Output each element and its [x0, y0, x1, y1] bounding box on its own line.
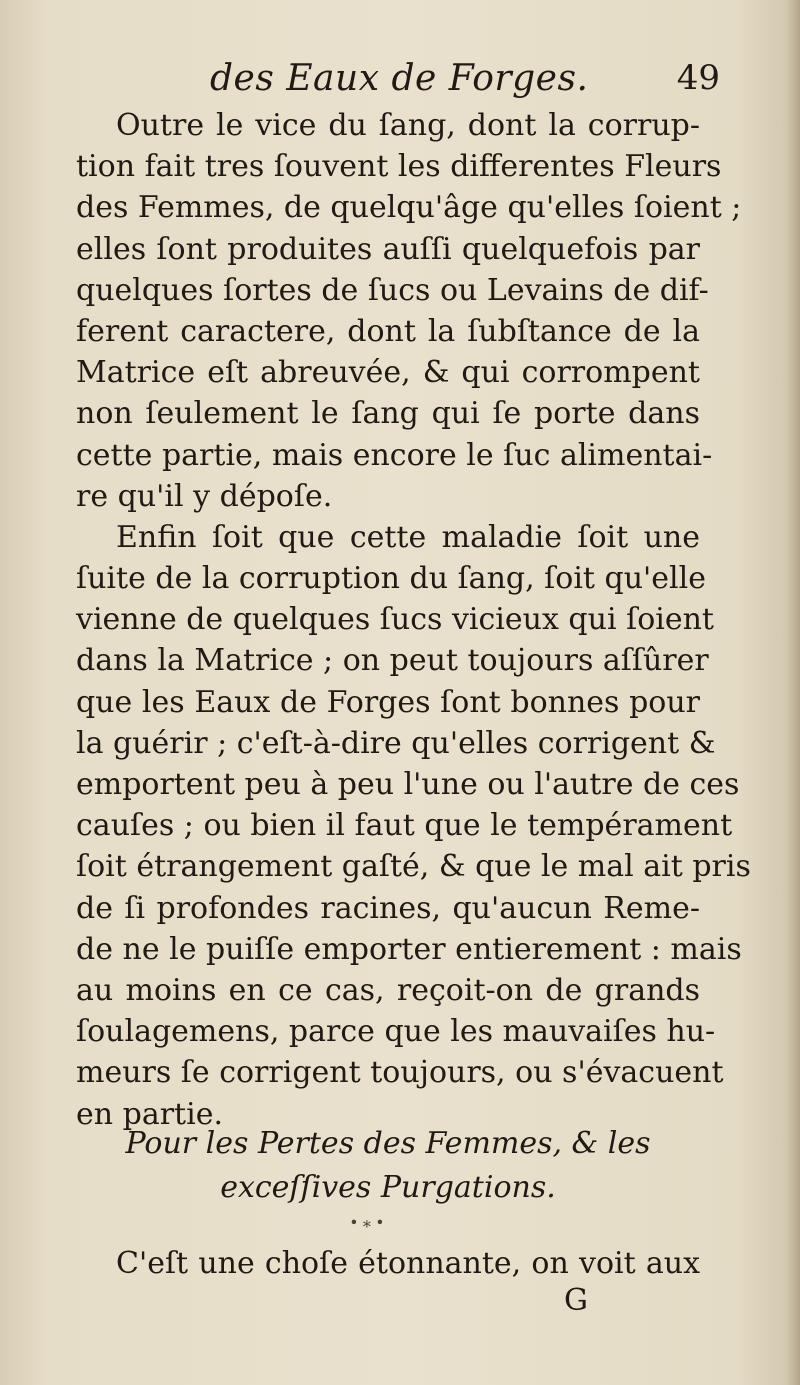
text-line: quelques ſortes de ſucs ou Levains de dif- — [76, 272, 709, 308]
running-head: des Eaux de Forges. — [210, 58, 589, 99]
section-heading — [76, 1122, 700, 1210]
text-line: cette partie, mais encore le ſuc alimentai- — [76, 437, 713, 473]
text-line: vienne de quelques ſucs vicieux qui ſoient — [76, 602, 714, 638]
text-line: re qu'il y dépoſe. — [76, 478, 333, 514]
text-line: emportent peu à peu l'une ou l'autre de ces — [76, 767, 740, 802]
text-line: cauſes ; ou bien il faut que le tempérament — [76, 808, 733, 844]
text-line: tion fait tres ſouvent les differentes Fleurs — [76, 149, 722, 185]
paragraph-2 — [76, 517, 751, 1135]
text-line: elles ſont produites auſſi quelquefois par — [76, 231, 700, 267]
text-line: en partie. — [76, 1096, 223, 1132]
text-line: des Femmes, de quelqu'âge qu'elles ſoient ; — [76, 190, 742, 226]
text-line: dans la Matrice ; on peut toujours aſſûrer — [76, 643, 709, 679]
text-line: que les Eaux de Forges ſont bonnes pour — [76, 684, 700, 720]
text-line: ſoulagemens, parce que les mauvaiſes hu- — [76, 1014, 716, 1050]
text-line: Matrice eſt abreuvée, & qui corrompent — [76, 355, 700, 391]
section-heading-line: Pour les Pertes des Femmes, & les — [125, 1126, 651, 1161]
text-line: ſoit étrangement gaſté, & que le mal ait pris — [76, 849, 751, 885]
text-line: de ſi profondes racines, qu'aucun Reme- — [76, 890, 700, 926]
closing-line: C'eſt une choſe étonnante, on voit aux — [116, 1246, 700, 1281]
text-line: non ſeulement le ſang qui ſe porte dans — [76, 396, 700, 432]
page-number: 49 — [676, 58, 720, 98]
text-line: meurs ſe corrigent toujours, ou s'évacuent — [76, 1055, 724, 1091]
page-edge-shadow — [786, 0, 800, 1385]
text-line: la guérir ; c'eſt-à-dire qu'elles corrigent & — [76, 725, 716, 761]
signature-mark: G — [564, 1283, 588, 1318]
paragraph-1 — [76, 105, 742, 517]
text-line: Enfin ſoit que cette maladie ſoit une — [116, 519, 700, 555]
text-line: au moins en ce cas, reçoit-on de grands — [76, 972, 700, 1008]
body-text — [76, 105, 751, 1135]
printer-ornament-icon: ∙ ⁎ ∙ — [350, 1212, 384, 1231]
text-line: ferent caractere, dont la ſubſtance de la — [76, 313, 700, 349]
section-heading-line: exceſſives Purgations. — [220, 1170, 556, 1205]
text-line: ſuite de la corruption du ſang, ſoit qu'elle — [76, 561, 706, 597]
text-line: Outre le vice du ſang, dont la corrup- — [116, 108, 700, 143]
text-line: de ne le puiſſe emporter entierement : mais — [76, 931, 742, 967]
page-header — [80, 58, 720, 108]
